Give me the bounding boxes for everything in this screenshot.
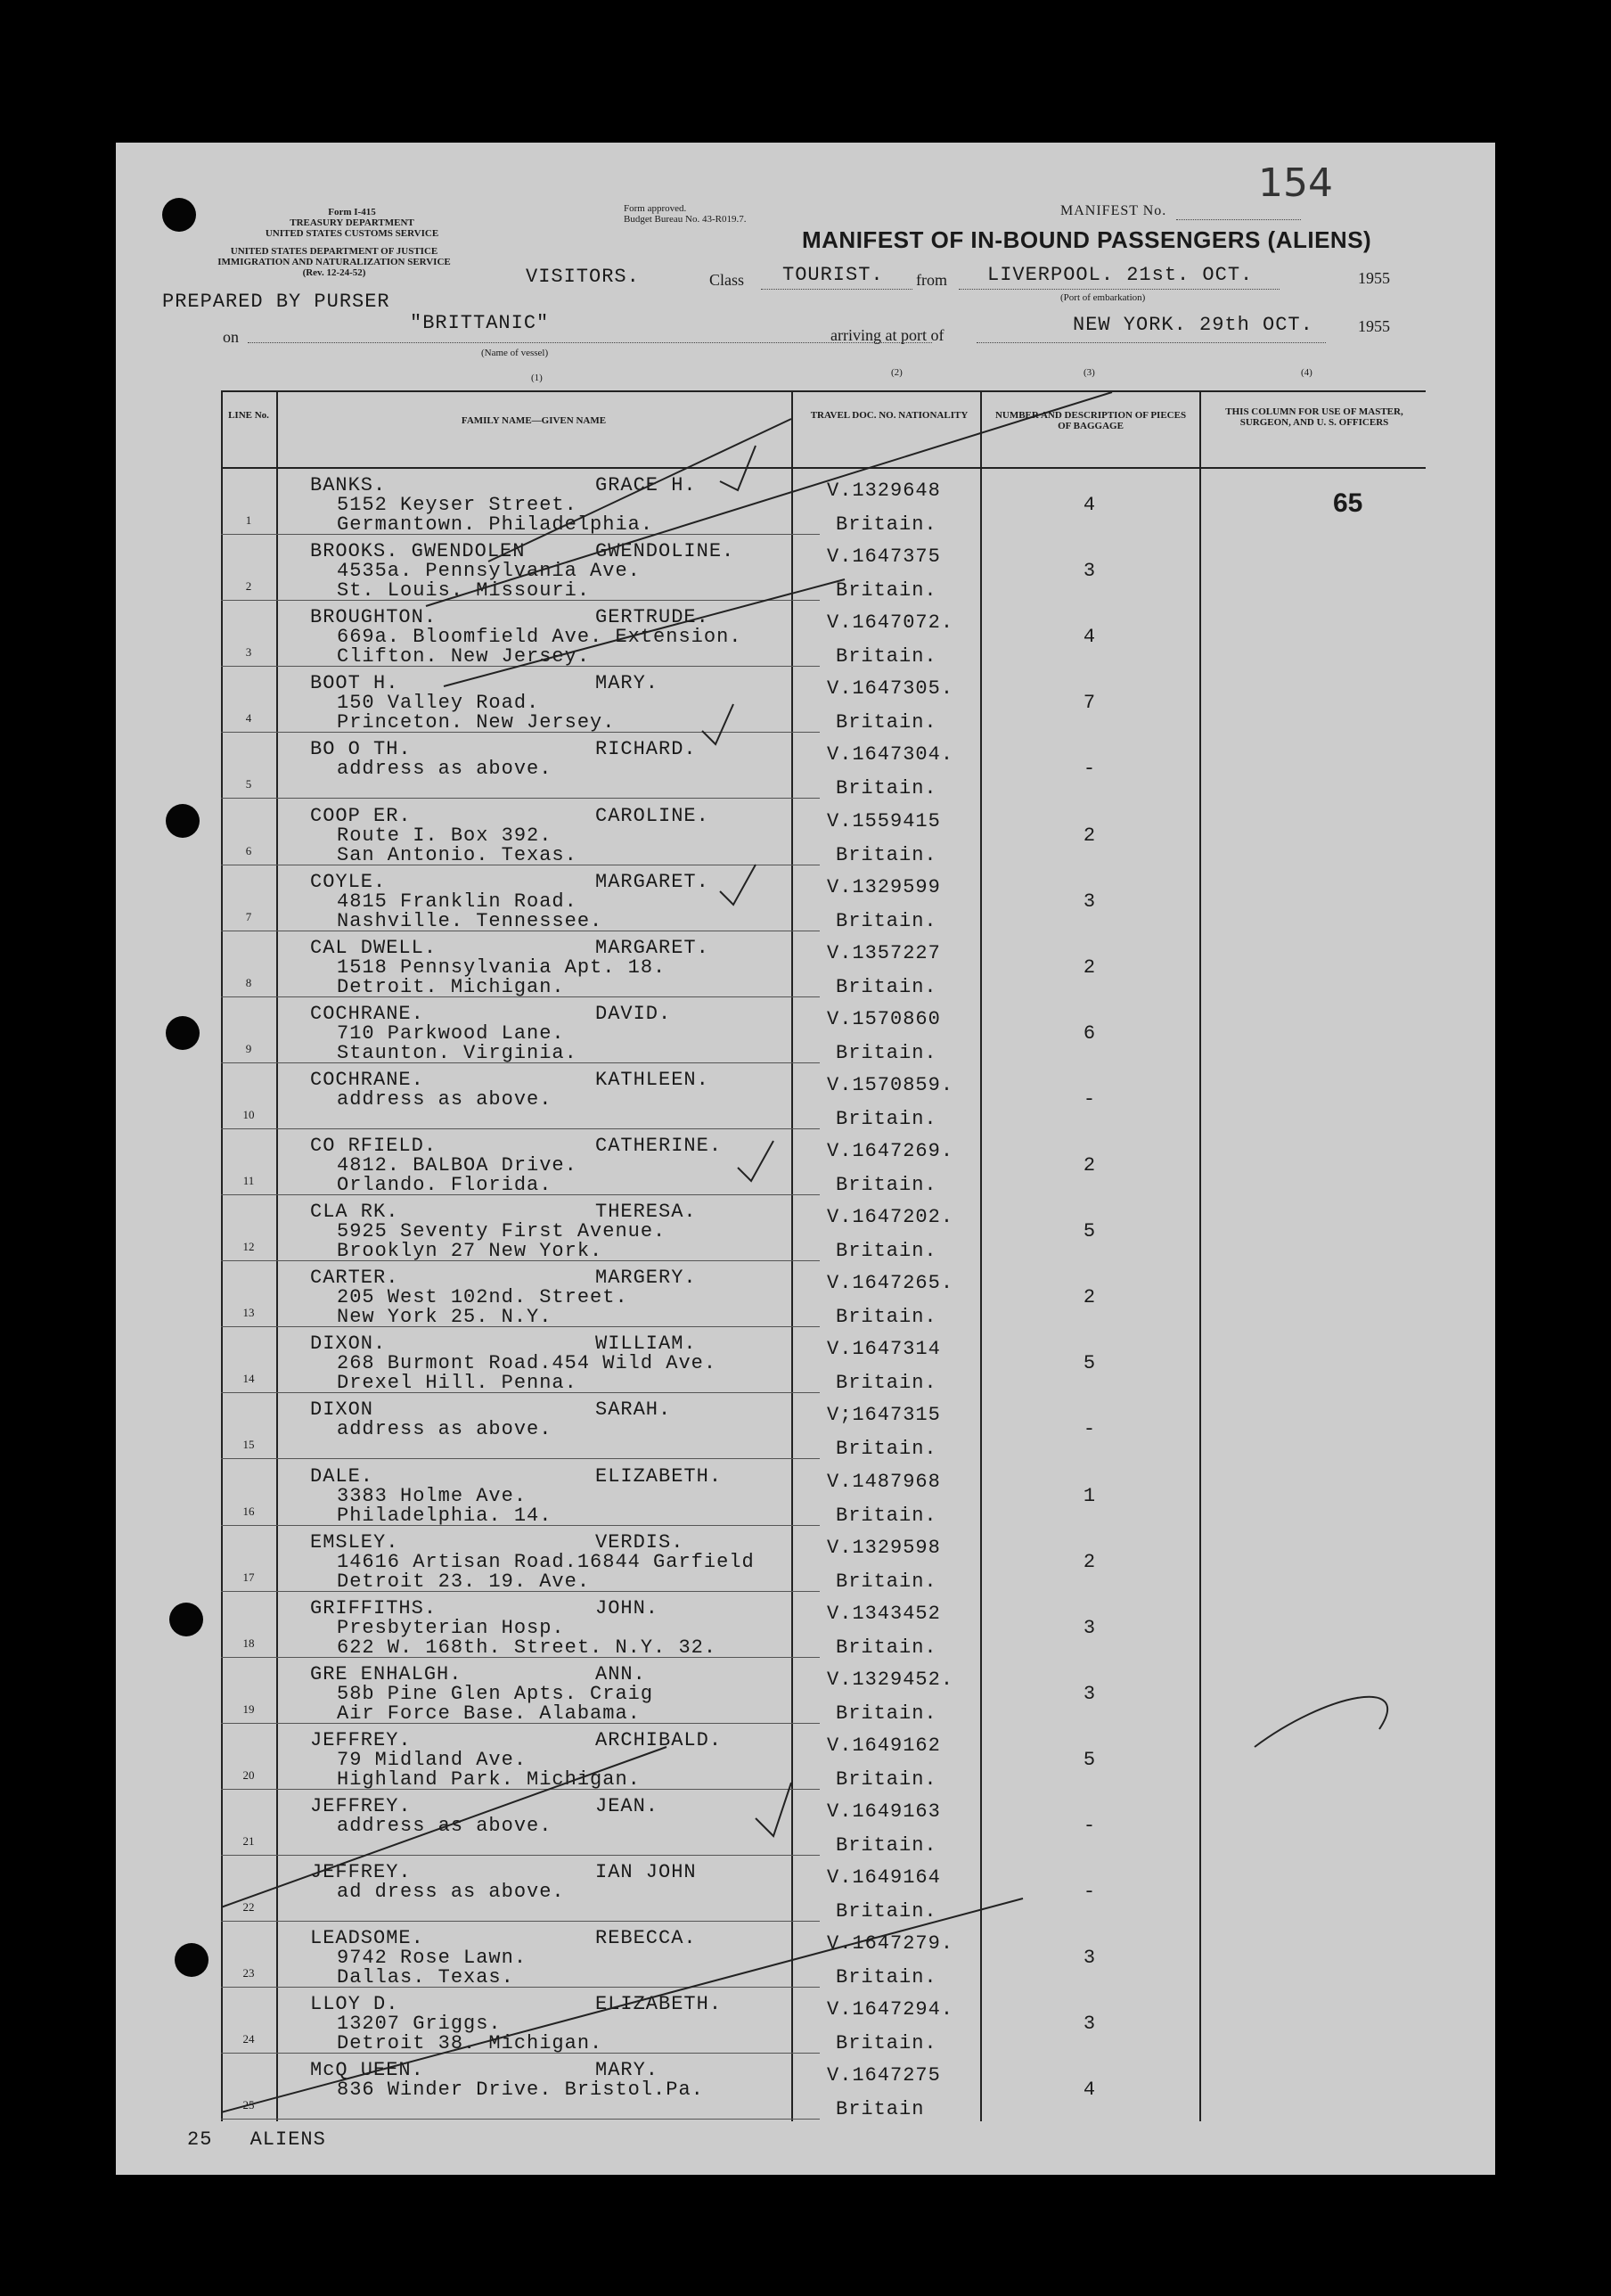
given-name: VERDIS. xyxy=(595,1530,684,1554)
family-name: COYLE. xyxy=(310,870,387,893)
baggage-count: 3 xyxy=(1083,1682,1097,1705)
given-name: ARCHIBALD. xyxy=(595,1728,723,1751)
line-number: 12 xyxy=(242,1240,255,1254)
baggage-count: - xyxy=(1083,758,1097,781)
address-line-2: San Antonio. Texas. xyxy=(337,843,577,866)
address-line-2: Detroit 23. 19. Ave. xyxy=(337,1570,591,1593)
travel-doc-number: V.1487968 xyxy=(827,1470,941,1493)
pencil-stroke-2 xyxy=(426,392,1112,606)
given-name: MARGERY. xyxy=(595,1267,697,1290)
family-name: DALE. xyxy=(310,1464,374,1488)
address-line-1: 669a. Bloomfield Ave. Extension. xyxy=(337,626,742,649)
prepared-by-purser: PREPARED BY PURSER xyxy=(162,291,390,313)
nationality: Britain. xyxy=(836,711,937,734)
given-name: GWENDOLINE. xyxy=(595,540,735,563)
family-name: GRIFFITHS. xyxy=(310,1596,438,1620)
family-name: JEFFREY. xyxy=(310,1861,412,1884)
line-number: 19 xyxy=(242,1702,255,1716)
nationality: Britain. xyxy=(836,1636,937,1659)
col-header-officers: THIS COLUMN FOR USE OF MASTER, SURGEON, AND U. S. OFFICERS xyxy=(1225,406,1403,428)
address-line-1: address as above. xyxy=(337,1418,552,1441)
given-name: SARAH. xyxy=(595,1398,672,1422)
line-number: 9 xyxy=(245,1041,252,1055)
nationality: Britain. xyxy=(836,1966,937,1989)
family-name: LLOY D. xyxy=(310,1993,399,2016)
line-number: 8 xyxy=(245,975,252,989)
line-number: 6 xyxy=(245,843,252,857)
col-header-name: FAMILY NAME—GIVEN NAME xyxy=(461,415,607,426)
arriving-label: arriving at port of xyxy=(830,326,945,344)
col-num-1: (1) xyxy=(531,373,543,383)
address-line-2: New York 25. N.Y. xyxy=(337,1306,552,1329)
address-line-1: 710 Parkwood Lane. xyxy=(337,1021,565,1045)
nationality: Britain. xyxy=(836,1767,937,1791)
family-name: COCHRANE. xyxy=(310,1068,424,1091)
line-number: 14 xyxy=(242,1372,255,1386)
nationality: Britain. xyxy=(836,2032,937,2055)
nationality: Britain. xyxy=(836,909,937,932)
family-name: COCHRANE. xyxy=(310,1002,424,1025)
class-underline xyxy=(761,289,912,290)
address-line-1: Route I. Box 392. xyxy=(337,824,552,847)
nationality: Britain. xyxy=(836,645,937,668)
nationality: Britain. xyxy=(836,1372,937,1395)
footer-total xyxy=(187,2128,326,2151)
line-number: 21 xyxy=(242,1834,255,1848)
check-mark xyxy=(720,865,756,905)
manifest-no-field xyxy=(1176,219,1301,220)
address-line-2: St. Louis. Missouri. xyxy=(337,579,591,603)
officer-note: 65 xyxy=(1333,488,1363,518)
baggage-count: - xyxy=(1083,1087,1097,1111)
address-line-1: 150 Valley Road. xyxy=(337,692,540,715)
line-number: 17 xyxy=(242,1570,255,1584)
visitors-label: VISITORS. xyxy=(526,266,640,288)
line-number: 5 xyxy=(245,777,252,791)
family-name: DIXON. xyxy=(310,1332,387,1356)
given-name: CATHERINE. xyxy=(595,1135,723,1157)
address-line-1: address as above. xyxy=(337,758,552,781)
address-line-2: Highland Park. Michigan. xyxy=(337,1767,641,1791)
travel-doc-number: V.1570860 xyxy=(827,1007,941,1030)
baggage-count: 3 xyxy=(1083,1616,1097,1639)
ins-label: IMMIGRATION AND NATURALIZATION SERVICE xyxy=(217,257,451,267)
address-line-1: 268 Burmont Road.454 Wild Ave. xyxy=(337,1352,717,1375)
travel-doc-number: V.1647275 xyxy=(827,2064,941,2087)
given-name: MARGARET. xyxy=(595,870,709,893)
address-line-2: Clifton. New Jersey. xyxy=(337,645,591,668)
address-line-2: 622 W. 168th. Street. N.Y. 32. xyxy=(337,1636,717,1659)
nationality: Britain. xyxy=(836,843,937,866)
baggage-count: 3 xyxy=(1083,2013,1097,2036)
justice-label: UNITED STATES DEPARTMENT OF JUSTICE xyxy=(230,246,438,257)
baggage-count: 1 xyxy=(1083,1484,1097,1507)
check-mark xyxy=(702,704,733,744)
address-line-2: Princeton. New Jersey. xyxy=(337,711,616,734)
address-line-1: 9742 Rose Lawn. xyxy=(337,1947,527,1970)
binder-hole xyxy=(175,1943,209,1977)
address-line-1: 4815 Franklin Road. xyxy=(337,890,577,913)
line-number: 4 xyxy=(245,711,252,726)
address-line-1: 4535a. Pennsylvania Ave. xyxy=(337,560,641,583)
family-name: CAL DWELL. xyxy=(310,936,438,959)
address-line-1: 5925 Seventy First Avenue. xyxy=(337,1220,666,1243)
travel-doc-number: V.1329452. xyxy=(827,1668,954,1691)
given-name: KATHLEEN. xyxy=(595,1068,709,1091)
line-number: 10 xyxy=(242,1107,255,1121)
handwritten-annotation xyxy=(1255,1697,1387,1747)
handwritten-page-number: 154 xyxy=(1258,160,1333,206)
address-line-1: ad dress as above. xyxy=(337,1881,565,1904)
family-name: JEFFREY. xyxy=(310,1795,412,1817)
nationality: Britain. xyxy=(836,513,937,536)
address-line-2: Philadelphia. 14. xyxy=(337,1504,552,1527)
manifest-sheet xyxy=(116,143,1495,2175)
travel-doc-number: V.1649162 xyxy=(827,1734,941,1757)
given-name: ELIZABETH. xyxy=(595,1993,723,2016)
family-name: McQ UEEN. xyxy=(310,2059,424,2082)
family-name: BANKS. xyxy=(310,474,387,496)
travel-doc-number: V.1329598 xyxy=(827,1536,941,1559)
baggage-count: 2 xyxy=(1083,955,1097,979)
port-of-embarkation-caption: (Port of embarkation) xyxy=(1060,292,1146,303)
nationality: Britain. xyxy=(836,1504,937,1527)
binder-hole xyxy=(166,804,200,838)
travel-doc-number: V.1647375 xyxy=(827,545,941,569)
line-number: 20 xyxy=(242,1767,255,1782)
travel-doc-number: V.1559415 xyxy=(827,809,941,832)
from-value: LIVERPOOL. 21st. OCT. xyxy=(987,264,1254,286)
nationality: Britain. xyxy=(836,1174,937,1196)
given-name: DAVID. xyxy=(595,1002,672,1025)
address-line-1: address as above. xyxy=(337,1815,552,1837)
baggage-count: 5 xyxy=(1083,1352,1097,1375)
given-name: THERESA. xyxy=(595,1201,697,1224)
given-name: IAN JOHN xyxy=(595,1861,697,1884)
line-number: 1 xyxy=(245,513,252,527)
treasury-label: TREASURY DEPARTMENT xyxy=(290,217,414,228)
year: 1955 xyxy=(1358,269,1390,287)
form-block xyxy=(241,207,463,239)
col-header-travel-doc: TRAVEL DOC. NO. NATIONALITY xyxy=(810,410,969,421)
given-name: JOHN. xyxy=(595,1596,659,1620)
baggage-count: - xyxy=(1083,1418,1097,1441)
address-line-1: 836 Winder Drive. Bristol.Pa. xyxy=(337,2079,704,2102)
address-line-2: Drexel Hill. Penna. xyxy=(337,1372,577,1395)
nationality: Britain. xyxy=(836,975,937,998)
class-label: Class xyxy=(709,271,745,289)
arriving-underline xyxy=(977,342,1326,343)
col-num-2: (2) xyxy=(891,367,903,378)
given-name: WILLIAM. xyxy=(595,1332,697,1356)
revision-label: (Rev. 12-24-52) xyxy=(302,267,366,278)
family-name: COOP ER. xyxy=(310,804,412,827)
family-name: LEADSOME. xyxy=(310,1927,424,1950)
total-aliens-label: ALIENS xyxy=(249,2128,326,2151)
nationality: Britain. xyxy=(836,1306,937,1329)
line-number: 15 xyxy=(242,1438,255,1452)
travel-doc-number: V.1647279. xyxy=(827,1932,954,1956)
annotation-marks xyxy=(221,392,1426,2121)
family-name: BOOT H. xyxy=(310,672,399,695)
family-name: BO O TH. xyxy=(310,738,412,761)
given-name: MARGARET. xyxy=(595,936,709,959)
address-line-1: 13207 Griggs. xyxy=(337,2013,502,2036)
travel-doc-number: V.1647202. xyxy=(827,1206,954,1229)
given-name: GERTRUDE. xyxy=(595,606,709,629)
family-name: GRE ENHALGH. xyxy=(310,1662,462,1685)
baggage-count: 2 xyxy=(1083,1154,1097,1177)
vessel-name: "BRITTANIC" xyxy=(410,312,550,334)
given-name: GRACE H. xyxy=(595,474,697,496)
nationality: Britain. xyxy=(836,1041,937,1064)
address-line-1: 58b Pine Glen Apts. Craig xyxy=(337,1682,654,1705)
total-aliens-count: 25 xyxy=(187,2128,213,2151)
from-label: from xyxy=(916,271,947,289)
travel-doc-number: V.1647269. xyxy=(827,1140,954,1162)
baggage-count: 3 xyxy=(1083,890,1097,913)
family-name: BROUGHTON. xyxy=(310,606,438,629)
line-number: 16 xyxy=(242,1504,255,1518)
address-line-2: Nashville. Tennessee. xyxy=(337,909,603,932)
baggage-count: 4 xyxy=(1083,494,1097,516)
baggage-count: 6 xyxy=(1083,1021,1097,1045)
address-line-2: Detroit 38. Michigan. xyxy=(337,2032,603,2055)
family-name: CLA RK. xyxy=(310,1201,399,1224)
nationality: Britain. xyxy=(836,1900,937,1923)
family-name: JEFFREY. xyxy=(310,1728,412,1751)
line-number: 23 xyxy=(242,1966,255,1980)
nationality: Britain. xyxy=(836,1834,937,1857)
binder-hole xyxy=(162,198,196,232)
col-num-3: (3) xyxy=(1084,367,1095,378)
travel-doc-number: V.1647304. xyxy=(827,743,954,767)
travel-doc-number: V.1649164 xyxy=(827,1866,941,1890)
pencil-stroke-4 xyxy=(221,1747,666,1907)
address-line-2: Brooklyn 27 New York. xyxy=(337,1240,603,1263)
address-line-1: 79 Midland Ave. xyxy=(337,1748,527,1771)
pencil-stroke-5 xyxy=(221,1898,1023,2112)
baggage-count: 2 xyxy=(1083,824,1097,847)
binder-hole xyxy=(166,1016,200,1050)
nationality: Britain. xyxy=(836,1438,937,1461)
family-name: BROOKS. GWENDOLEN xyxy=(310,540,526,563)
vessel-caption: (Name of vessel) xyxy=(481,348,549,358)
address-line-2: Air Force Base. Alabama. xyxy=(337,1702,641,1725)
line-number: 22 xyxy=(242,1900,255,1915)
travel-doc-number: V.1647072. xyxy=(827,611,954,635)
address-line-1: address as above. xyxy=(337,1087,552,1111)
nationality: Britain. xyxy=(836,1702,937,1725)
address-line-1: 205 West 102nd. Street. xyxy=(337,1286,628,1309)
col-header-line-no: LINE No. xyxy=(228,410,269,421)
travel-doc-number: V.1647294. xyxy=(827,1998,954,2021)
family-name: EMSLEY. xyxy=(310,1530,399,1554)
justice-block xyxy=(169,246,499,278)
arriving-year: 1955 xyxy=(1358,317,1390,335)
address-line-2: Dallas. Texas. xyxy=(337,1966,514,1989)
nationality: Britain. xyxy=(836,1240,937,1263)
line-number: 25 xyxy=(242,2098,255,2112)
given-name: CAROLINE. xyxy=(595,804,709,827)
class-value: TOURIST. xyxy=(782,264,884,286)
baggage-count: 3 xyxy=(1083,560,1097,583)
col-num-4: (4) xyxy=(1301,367,1313,378)
arriving-value: NEW YORK. 29th OCT. xyxy=(1073,314,1313,336)
travel-doc-number: V.1647265. xyxy=(827,1272,954,1295)
baggage-count: - xyxy=(1083,1815,1097,1837)
check-mark xyxy=(720,446,756,490)
from-underline xyxy=(959,289,1280,290)
line-number: 3 xyxy=(245,645,252,660)
manifest-table xyxy=(221,390,1426,2121)
address-line-1: 3383 Holme Ave. xyxy=(337,1484,527,1507)
nationality: Britain. xyxy=(836,1107,937,1130)
form-number: Form I-415 xyxy=(328,207,376,217)
check-mark xyxy=(738,1141,773,1181)
binder-hole xyxy=(169,1603,203,1636)
travel-doc-number: V.1357227 xyxy=(827,941,941,964)
line-number: 18 xyxy=(242,1636,255,1650)
given-name: ELIZABETH. xyxy=(595,1464,723,1488)
travel-doc-number: V;1647315 xyxy=(827,1404,941,1427)
baggage-count: 5 xyxy=(1083,1748,1097,1771)
line-number: 13 xyxy=(242,1306,255,1320)
manifest-no-label: MANIFEST No. xyxy=(1060,203,1167,218)
baggage-count: 3 xyxy=(1083,1947,1097,1970)
family-name: CARTER. xyxy=(310,1267,399,1290)
form-approved: Form approved. xyxy=(624,203,687,214)
baggage-count: 2 xyxy=(1083,1550,1097,1573)
given-name: MARY. xyxy=(595,2059,659,2082)
nationality: Britain. xyxy=(836,777,937,800)
nationality: Britain xyxy=(836,2098,925,2121)
manifest-title: MANIFEST OF IN-BOUND PASSENGERS (ALIENS) xyxy=(802,226,1372,253)
pencil-stroke-3 xyxy=(444,579,845,686)
travel-doc-number: V.1647314 xyxy=(827,1338,941,1361)
baggage-count: 2 xyxy=(1083,1286,1097,1309)
address-line-2: Orlando. Florida. xyxy=(337,1174,552,1196)
travel-doc-number: V.1343452 xyxy=(827,1602,941,1625)
given-name: ANN. xyxy=(595,1662,646,1685)
travel-doc-number: V.1649163 xyxy=(827,1800,941,1823)
travel-doc-number: V.1570859. xyxy=(827,1073,954,1096)
nationality: Britain. xyxy=(836,579,937,603)
baggage-count: - xyxy=(1083,1881,1097,1904)
baggage-count: 4 xyxy=(1083,2079,1097,2102)
address-line-1: 14616 Artisan Road.16844 Garfield xyxy=(337,1550,755,1573)
on-label: on xyxy=(223,328,239,346)
baggage-count: 7 xyxy=(1083,692,1097,715)
address-line-1: 5152 Keyser Street. xyxy=(337,494,577,516)
line-number: 24 xyxy=(242,2032,255,2046)
address-line-2: Staunton. Virginia. xyxy=(337,1041,577,1064)
baggage-count: 5 xyxy=(1083,1220,1097,1243)
given-name: MARY. xyxy=(595,672,659,695)
address-line-2: Detroit. Michigan. xyxy=(337,975,565,998)
address-line-1: 4812. BALBOA Drive. xyxy=(337,1154,577,1177)
travel-doc-number: V.1329648 xyxy=(827,480,941,502)
line-number: 11 xyxy=(242,1174,255,1187)
address-line-1: 1518 Pennsylvania Apt. 18. xyxy=(337,955,666,979)
given-name: JEAN. xyxy=(595,1795,659,1817)
line-number: 7 xyxy=(245,909,252,923)
col-header-baggage: NUMBER AND DESCRIPTION OF PIECES OF BAGGAGE xyxy=(994,410,1187,431)
vessel-underline xyxy=(248,342,932,343)
travel-doc-number: V.1647305. xyxy=(827,677,954,701)
address-line-2: Germantown. Philadelphia. xyxy=(337,513,654,536)
baggage-count: 4 xyxy=(1083,626,1097,649)
family-name: CO RFIELD. xyxy=(310,1135,438,1157)
line-number: 2 xyxy=(245,579,252,594)
budget-bureau: Budget Bureau No. 43-R019.7. xyxy=(624,214,747,225)
nationality: Britain. xyxy=(836,1570,937,1593)
check-mark xyxy=(756,1783,791,1836)
given-name: REBECCA. xyxy=(595,1927,697,1950)
customs-label: UNITED STATES CUSTOMS SERVICE xyxy=(265,228,439,239)
address-line-1: Presbyterian Hosp. xyxy=(337,1616,565,1639)
given-name: RICHARD. xyxy=(595,738,697,761)
family-name: DIXON xyxy=(310,1398,374,1422)
travel-doc-number: V.1329599 xyxy=(827,875,941,898)
